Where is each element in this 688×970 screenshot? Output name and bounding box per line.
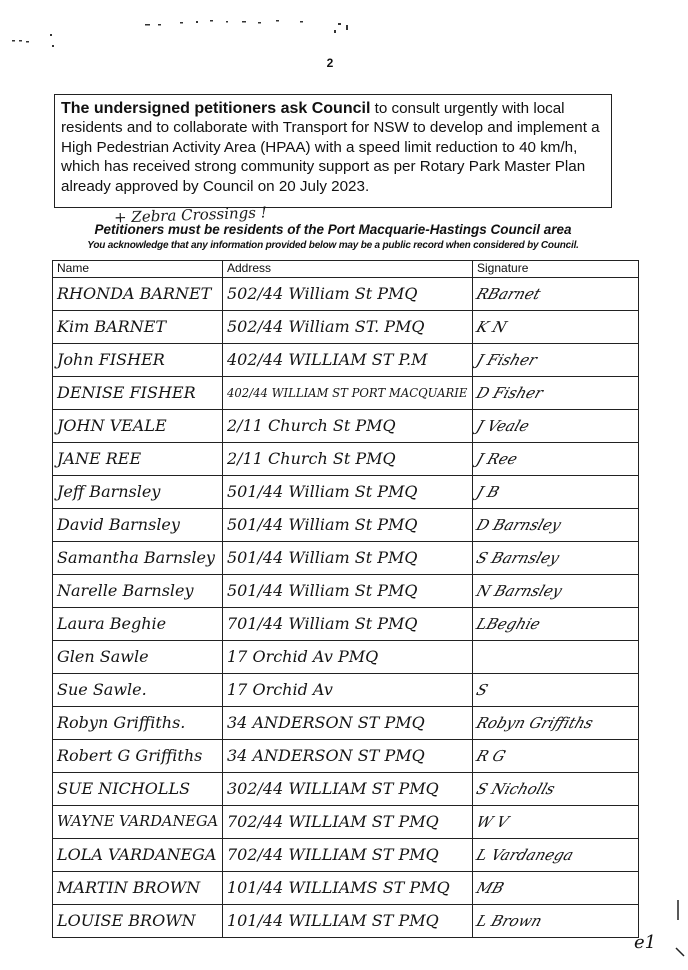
petitioner-signature: K N <box>474 317 510 336</box>
table-row <box>53 377 639 410</box>
petitioner-name-cell <box>53 674 223 707</box>
petitioner-address: 501/44 William St PMQ <box>227 515 418 534</box>
petitioner-address-cell <box>223 344 473 377</box>
petitioner-signature-cell <box>473 542 639 575</box>
petitioner-name: Jeff Barnsley <box>57 482 161 501</box>
petitioner-signature: Robyn Griffiths <box>474 713 596 732</box>
petitioner-signature: L Vardanega <box>474 845 576 864</box>
scan-specks <box>0 0 688 60</box>
petitioner-address-cell <box>223 476 473 509</box>
petitioner-signature: N Barnsley <box>474 581 565 600</box>
petitioner-name-cell <box>53 509 223 542</box>
petitioner-name-cell <box>53 542 223 575</box>
petitioner-address: 701/44 William St PMQ <box>227 614 418 633</box>
petitioner-signature-cell <box>473 839 639 872</box>
petitioner-signature-cell <box>473 575 639 608</box>
petitioner-signature-cell <box>473 278 639 311</box>
table-row <box>53 443 639 476</box>
petitioner-address-cell <box>223 674 473 707</box>
petitioner-signature-cell <box>473 476 639 509</box>
table-row <box>53 476 639 509</box>
petitioner-name-cell <box>53 344 223 377</box>
petitioner-name-cell <box>53 575 223 608</box>
table-row <box>53 641 639 674</box>
table-header-row <box>53 261 639 278</box>
petitioner-name-cell <box>53 608 223 641</box>
petitioner-name: DENISE FISHER <box>57 383 196 402</box>
petitioner-address: 501/44 William St PMQ <box>227 581 418 600</box>
petitioner-name: JANE REE <box>57 449 142 468</box>
petitioner-name-cell <box>53 806 223 839</box>
petitioner-address-cell <box>223 773 473 806</box>
table-row <box>53 542 639 575</box>
petitioner-name: Kim BARNET <box>57 317 167 336</box>
petitioner-signature: R G <box>474 746 508 765</box>
petitioner-name-cell <box>53 707 223 740</box>
petitioner-signature: S <box>474 680 491 699</box>
petitioner-name: SUE NICHOLLS <box>57 779 191 798</box>
petitioner-name: Laura Beghie <box>57 614 167 633</box>
petitioner-signature: J Ree <box>474 449 520 468</box>
petitioner-name: LOUISE BROWN <box>57 911 196 930</box>
scan-edge-mark <box>672 900 688 960</box>
petitioner-signature-cell <box>473 806 639 839</box>
petitioner-signature-cell <box>473 674 639 707</box>
petitioner-name: Sue Sawle. <box>57 680 147 699</box>
petitioner-address-cell <box>223 740 473 773</box>
petitioner-signature: RBarnet <box>474 284 543 303</box>
header-name: Name <box>53 261 223 278</box>
petitioner-name: RHONDA BARNET <box>57 284 212 303</box>
petitioner-signature-cell <box>473 344 639 377</box>
residency-requirement-heading: Petitioners must be residents of the Port Macquarie-Hastings Council area <box>94 222 572 237</box>
petitioner-signature-cell <box>473 443 639 476</box>
petitioner-address-cell <box>223 542 473 575</box>
petitioner-address-cell <box>223 443 473 476</box>
petitioner-address: 402/44 WILLIAM ST P.M <box>227 350 428 369</box>
petitioner-signature-cell <box>473 707 639 740</box>
petitioner-address-cell <box>223 707 473 740</box>
petitioner-address-cell <box>223 311 473 344</box>
petitioner-address-cell <box>223 278 473 311</box>
petitioner-address: 501/44 William St PMQ <box>227 482 418 501</box>
table-row <box>53 905 639 938</box>
petitioner-name-cell <box>53 905 223 938</box>
petitioner-signature: W V <box>474 812 511 831</box>
petitioner-signature-cell <box>473 410 639 443</box>
petitioner-name-cell <box>53 773 223 806</box>
petitioner-address-cell <box>223 872 473 905</box>
table-row <box>53 344 639 377</box>
petitioner-address: 17 Orchid Av PMQ <box>227 647 379 666</box>
petitioner-name: Robyn Griffiths. <box>57 713 186 732</box>
table-row <box>53 773 639 806</box>
petitioner-address-cell <box>223 509 473 542</box>
petitioner-name: John FISHER <box>57 350 165 369</box>
petitioner-signature-cell <box>473 740 639 773</box>
petitioner-address: 702/44 WILLIAM ST PMQ <box>227 845 439 864</box>
table-row <box>53 311 639 344</box>
petitioner-name: WAYNE VARDANEGA <box>57 813 219 830</box>
petitioner-signature-cell <box>473 377 639 410</box>
table-row <box>53 839 639 872</box>
table-row <box>53 509 639 542</box>
petitioner-address: 502/44 William ST. PMQ <box>227 317 425 336</box>
petitioner-name: David Barnsley <box>57 515 180 534</box>
petitioner-signature-cell <box>473 872 639 905</box>
petitioner-signature: S Nicholls <box>474 779 558 798</box>
table-row <box>53 872 639 905</box>
petitioner-address: 34 ANDERSON ST PMQ <box>227 746 425 765</box>
petitioner-signature: J B <box>474 482 502 501</box>
petitioner-signature-cell <box>473 773 639 806</box>
petitioner-address-cell <box>223 410 473 443</box>
petitioner-signature-cell <box>473 641 639 674</box>
petitioner-name-cell <box>53 872 223 905</box>
petitioner-signature: J Fisher <box>474 350 540 369</box>
petitioner-signature: J Veale <box>474 416 532 435</box>
petitioner-address-cell <box>223 575 473 608</box>
petitioner-name-cell <box>53 641 223 674</box>
petitioner-name: LOLA VARDANEGA <box>57 845 217 864</box>
table-row <box>53 674 639 707</box>
petitioner-signature: LBeghie <box>474 614 543 633</box>
petitioner-signature-cell <box>473 509 639 542</box>
table-row <box>53 707 639 740</box>
table-row <box>53 806 639 839</box>
petitioner-address: 17 Orchid Av <box>227 680 333 699</box>
petitioner-name: MARTIN BROWN <box>57 878 201 897</box>
public-record-acknowledgement: You acknowledge that any information provided below may be a public record when considered by Council. <box>87 240 579 251</box>
petitioner-signature: D Barnsley <box>474 515 564 534</box>
petitioner-signature: L Brown <box>474 911 545 930</box>
page-number: 2 <box>326 56 334 70</box>
handwritten-addendum: + Zebra Crossings ! <box>113 203 268 227</box>
petitioner-address: 101/44 WILLIAMS ST PMQ <box>227 878 450 897</box>
signature-rows <box>53 278 639 938</box>
petitioner-signature: S Barnsley <box>474 548 562 567</box>
petitioner-address: 501/44 William St PMQ <box>227 548 418 567</box>
petitioner-name-cell <box>53 311 223 344</box>
petitioner-address: 34 ANDERSON ST PMQ <box>227 713 425 732</box>
petitioner-name: Robert G Griffiths <box>57 746 203 765</box>
petitioner-address-cell <box>223 839 473 872</box>
petitioner-address-cell <box>223 641 473 674</box>
petitioner-name-cell <box>53 443 223 476</box>
signature-table <box>52 260 639 938</box>
petitioner-address: 2/11 Church St PMQ <box>227 416 396 435</box>
header-address: Address <box>223 261 473 278</box>
petitioner-address-cell <box>223 377 473 410</box>
petitioner-name-cell <box>53 839 223 872</box>
table-row <box>53 410 639 443</box>
table-row <box>53 575 639 608</box>
petitioner-address: 101/44 WILLIAM ST PMQ <box>227 911 439 930</box>
header-signature: Signature <box>473 261 639 278</box>
petitioner-address: 302/44 WILLIAM ST PMQ <box>227 779 439 798</box>
page-reference-mark: e1 <box>634 932 657 953</box>
petitioner-signature-cell <box>473 608 639 641</box>
petitioner-address: 2/11 Church St PMQ <box>227 449 396 468</box>
petitioner-signature-cell <box>473 311 639 344</box>
petitioner-address: 402/44 WILLIAM ST PORT MACQUARIE <box>227 386 468 400</box>
petitioner-name: JOHN VEALE <box>57 416 167 435</box>
petitioner-name-cell <box>53 476 223 509</box>
petitioner-address-cell <box>223 608 473 641</box>
petitioner-name-cell <box>53 740 223 773</box>
petitioner-name: Samantha Barnsley <box>57 548 215 567</box>
petitioner-name: Glen Sawle <box>57 647 149 666</box>
petitioner-signature: MB <box>474 878 507 897</box>
petition-statement-box <box>54 94 612 208</box>
petition-body: to consult urgently with local residents and to collaborate with Transport for NSW to develop and implement a High Pedestrian Activity Area (HPAA) with a speed limit reduction to 40 km/h, which has received strong community support as per Rotary Park Master Plan already approved by Council on 20 July 2023. <box>61 100 600 195</box>
petitioner-signature-cell <box>473 905 639 938</box>
petitioner-signature: D Fisher <box>474 383 546 402</box>
table-row <box>53 608 639 641</box>
petition-lead: The undersigned petitioners ask Council <box>61 100 371 117</box>
petitioner-name: Narelle Barnsley <box>57 581 194 600</box>
petitioner-name-cell <box>53 410 223 443</box>
petitioner-address: 702/44 WILLIAM ST PMQ <box>227 812 439 831</box>
petitioner-name-cell <box>53 377 223 410</box>
petitioner-address-cell <box>223 806 473 839</box>
petitioner-name-cell <box>53 278 223 311</box>
table-row <box>53 278 639 311</box>
petitioner-address: 502/44 William St PMQ <box>227 284 418 303</box>
petitioner-address-cell <box>223 905 473 938</box>
table-row <box>53 740 639 773</box>
